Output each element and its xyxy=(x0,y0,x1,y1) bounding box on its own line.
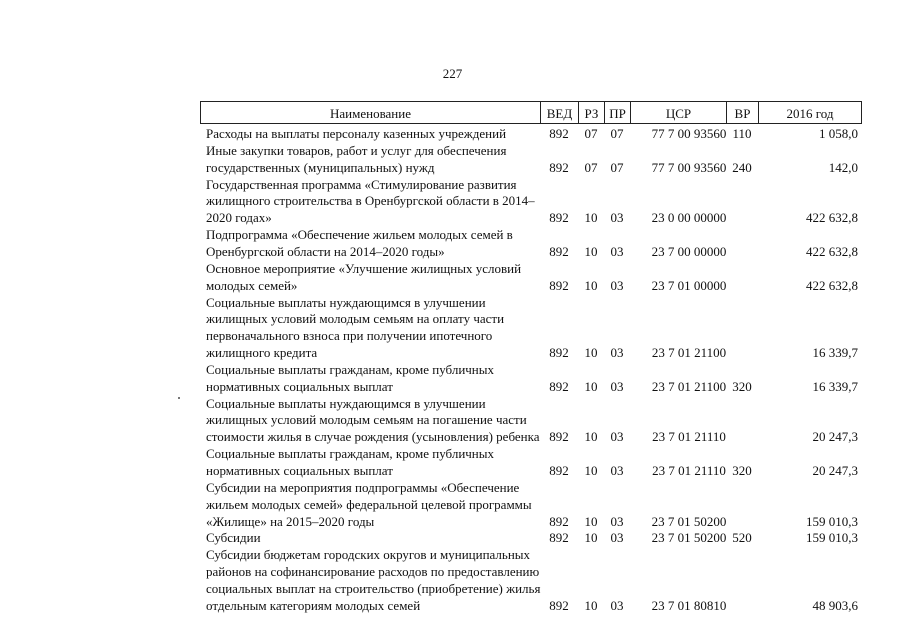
header-rz: РЗ xyxy=(579,102,605,123)
row-ved: 892 xyxy=(549,513,569,529)
row-name-line: Государственная программа «Стимулирование развития xyxy=(206,176,517,192)
row-rz: 10 xyxy=(584,597,598,613)
header-vr: ВР xyxy=(727,102,759,123)
row-name-line: Субсидии xyxy=(206,530,261,546)
row-amount: 159 010,3 xyxy=(806,530,858,546)
row-ved: 892 xyxy=(549,462,569,478)
row-rz: 10 xyxy=(584,243,598,259)
row-amount: 1 058,0 xyxy=(819,126,858,141)
table-row xyxy=(200,177,862,228)
row-csr: 77 7 00 93560 xyxy=(651,159,727,175)
row-name-line: первоначального взноса при получении ипотечного xyxy=(206,328,493,344)
row-csr: 23 7 01 21100 xyxy=(651,345,727,361)
row-amount: 48 903,6 xyxy=(812,597,858,613)
row-name-line: Оренбургской области на 2014–2020 годы» xyxy=(206,243,445,259)
row-vr: 520 xyxy=(732,530,752,546)
row-csr: 23 7 01 21100 xyxy=(651,378,727,394)
header-name: Наименование xyxy=(201,102,541,123)
row-vr: 320 xyxy=(732,462,752,478)
row-ved: 892 xyxy=(549,345,569,361)
row-name-line: 2020 годах» xyxy=(206,210,272,226)
row-rz: 07 xyxy=(584,159,598,175)
page-number xyxy=(0,66,905,82)
margin-mark xyxy=(178,397,180,399)
row-vr: 240 xyxy=(732,159,752,175)
row-pr: 03 xyxy=(610,513,624,529)
table-header xyxy=(200,101,862,124)
row-pr: 03 xyxy=(610,243,624,259)
table-row xyxy=(200,126,862,143)
table-row xyxy=(200,295,862,362)
row-name-line: Расходы на выплаты персоналу казенных учреждений xyxy=(206,126,507,141)
row-name-line: Основное мероприятие «Улучшение жилищных условий xyxy=(206,260,522,276)
row-ved: 892 xyxy=(549,243,569,259)
row-ved: 892 xyxy=(549,378,569,394)
row-name-line: отдельным категориям молодых семей xyxy=(206,597,421,613)
row-ved: 892 xyxy=(549,277,569,293)
row-amount: 422 632,8 xyxy=(806,277,858,293)
row-ved: 892 xyxy=(549,159,569,175)
page-number-text: 227 xyxy=(442,66,463,81)
row-pr: 03 xyxy=(610,429,624,445)
row-name-line: социальных выплат на строительство (приобретение) жилья xyxy=(206,580,541,596)
row-name-line: жилищного кредита xyxy=(206,345,318,361)
row-rz: 10 xyxy=(584,277,598,293)
row-name-line: жилищных условий молодым семьям на погашение части xyxy=(206,412,527,428)
row-amount: 159 010,3 xyxy=(806,513,858,529)
row-name-line: Социальные выплаты гражданам, кроме публичных xyxy=(206,446,494,462)
header-ved: ВЕД xyxy=(541,102,579,123)
row-csr: 23 7 01 21110 xyxy=(652,429,726,445)
row-csr: 23 7 01 00000 xyxy=(651,277,727,293)
row-rz: 10 xyxy=(584,530,598,546)
row-amount: 142,0 xyxy=(828,159,858,175)
header-amount: 2016 год xyxy=(786,106,834,121)
header-csr: ЦСР xyxy=(631,102,727,123)
row-pr: 03 xyxy=(610,277,624,293)
row-amount: 422 632,8 xyxy=(806,243,858,259)
table-row xyxy=(200,530,862,547)
row-pr: 07 xyxy=(610,159,624,175)
row-name-line: Социальные выплаты нуждающимся в улучшении xyxy=(206,294,486,310)
table-row xyxy=(200,480,862,531)
row-ved: 892 xyxy=(549,429,569,445)
row-name-line: жилищных условий молодым семьям на оплату части xyxy=(206,311,505,327)
row-pr: 03 xyxy=(610,530,624,546)
row-name-line: жилищного строительства в Оренбургской области в 2014– xyxy=(206,193,535,209)
row-ved: 892 xyxy=(549,530,569,546)
row-name-line: Подпрограмма «Обеспечение жильем молодых семей в xyxy=(206,227,513,243)
header-pr: ПР xyxy=(605,102,631,123)
row-amount: 422 632,8 xyxy=(806,210,858,226)
row-amount: 16 339,7 xyxy=(812,345,858,361)
row-rz: 10 xyxy=(584,429,598,445)
row-ved: 892 xyxy=(549,210,569,226)
row-name-line: стоимости жилья в случае рождения (усыновления) ребенка xyxy=(206,429,540,445)
row-rz: 10 xyxy=(584,513,598,529)
row-pr: 03 xyxy=(610,462,624,478)
row-amount: 16 339,7 xyxy=(812,378,858,394)
row-name-line: нормативных социальных выплат xyxy=(206,378,393,394)
table-row xyxy=(200,547,862,614)
table-row xyxy=(200,446,862,480)
row-rz: 10 xyxy=(584,345,598,361)
row-csr: 23 7 00 00000 xyxy=(651,243,727,259)
row-name-line: Иные закупки товаров, работ и услуг для обеспечения xyxy=(206,142,507,158)
row-name-line: жильем молодых семей» федеральной целевой программы xyxy=(206,496,532,512)
row-name-line: Социальные выплаты гражданам, кроме публичных xyxy=(206,361,494,377)
row-name-line: молодых семей» xyxy=(206,277,298,293)
row-vr: 320 xyxy=(732,378,752,394)
row-csr: 23 7 01 80810 xyxy=(651,597,727,613)
row-amount: 20 247,3 xyxy=(812,429,858,445)
row-name-line: Социальные выплаты нуждающимся в улучшении xyxy=(206,395,486,411)
table-row xyxy=(200,396,862,447)
table-row xyxy=(200,143,862,177)
row-name-line: «Жилище» на 2015–2020 годы xyxy=(206,513,375,529)
row-rz: 07 xyxy=(584,126,598,141)
row-ved: 892 xyxy=(549,597,569,613)
row-rz: 10 xyxy=(584,462,598,478)
row-name-line: нормативных социальных выплат xyxy=(206,462,393,478)
row-rz: 10 xyxy=(584,210,598,226)
row-name-line: районов на софинансирование расходов по предоставлению xyxy=(206,564,540,580)
row-csr: 23 7 01 50200 xyxy=(651,530,727,546)
row-csr: 23 0 00 00000 xyxy=(651,210,727,226)
table-row xyxy=(200,261,862,295)
row-csr: 23 7 01 50200 xyxy=(651,513,727,529)
row-csr: 23 7 01 21110 xyxy=(652,462,726,478)
row-name-line: Субсидии бюджетам городских округов и муниципальных xyxy=(206,547,531,563)
budget-table xyxy=(200,101,862,613)
row-rz: 10 xyxy=(584,378,598,394)
table-row xyxy=(200,362,862,396)
row-pr: 03 xyxy=(610,378,624,394)
table-row xyxy=(200,227,862,261)
row-ved: 892 xyxy=(549,126,569,141)
row-pr: 03 xyxy=(610,597,624,613)
row-name-line: государственных (муниципальных) нужд xyxy=(206,159,435,175)
row-amount: 20 247,3 xyxy=(812,462,858,478)
row-pr: 03 xyxy=(610,345,624,361)
row-pr: 03 xyxy=(610,210,624,226)
row-name-line: Субсидии на мероприятия подпрограммы «Обеспечение xyxy=(206,479,520,495)
row-vr: 110 xyxy=(732,126,752,141)
row-pr: 07 xyxy=(610,126,624,141)
row-csr: 77 7 00 93560 xyxy=(651,126,727,141)
